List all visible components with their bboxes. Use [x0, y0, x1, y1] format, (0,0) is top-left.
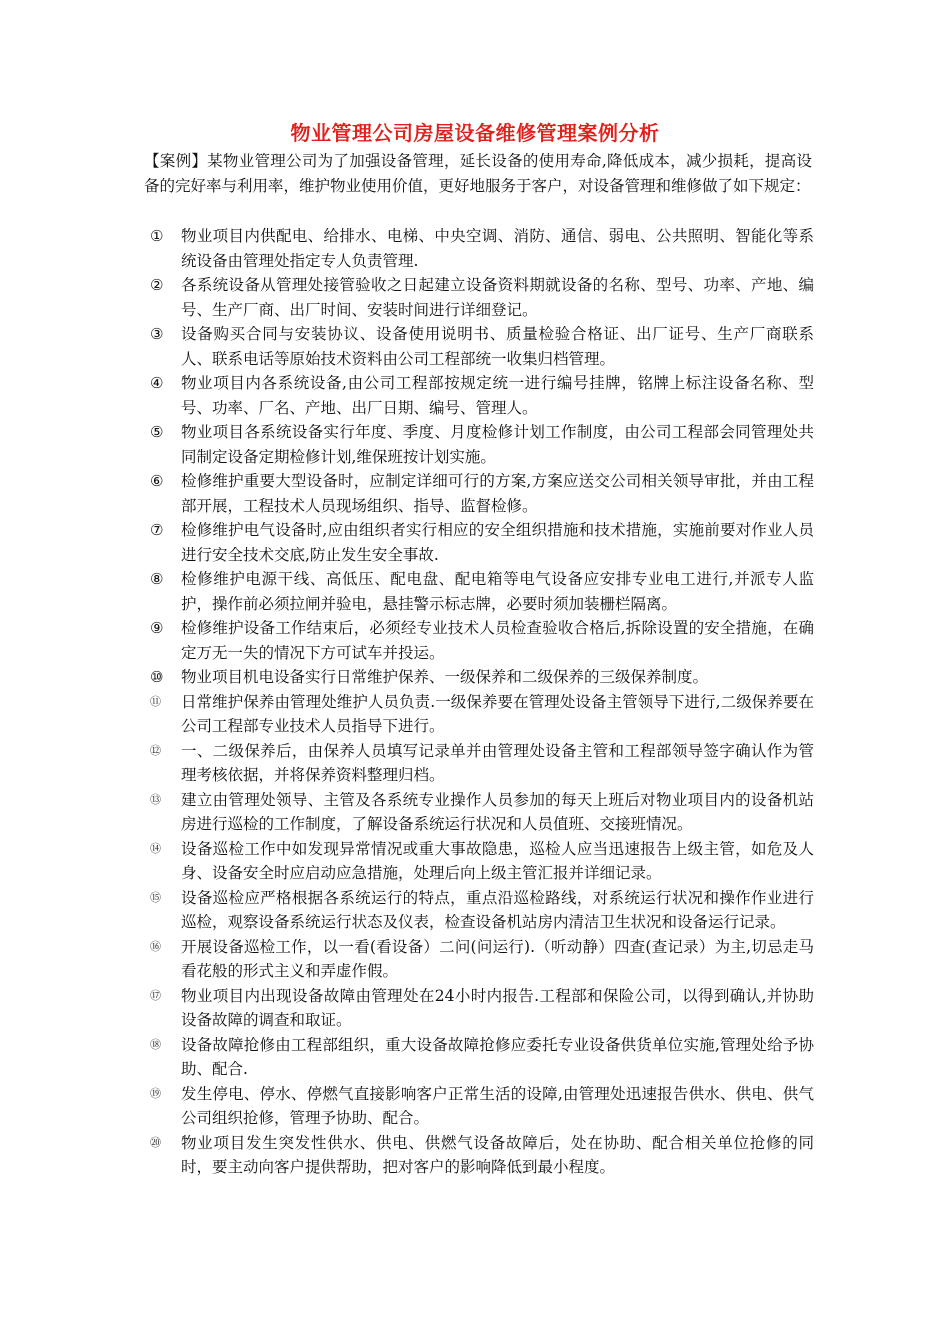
rule-number: ⑤: [150, 423, 164, 441]
rule-item: [150, 665, 814, 690]
rule-number: ⑮: [150, 890, 161, 904]
rule-text: 建立由管理处领导、主管及各系统专业操作人员参加的每天上班后对物业项目内的设备机站房进行巡检的工作制度，了解设备系统运行状况和人员值班、交接班情况。: [181, 790, 814, 833]
rule-number: ②: [150, 276, 164, 294]
rule-number: ⑳: [150, 1135, 161, 1149]
rule-number: ⑧: [150, 570, 164, 588]
rule-number: ⑥: [150, 472, 164, 490]
rule-text: 日常维护保养由管理处维护人员负责.一级保养要在管理处设备主管领导下进行,二级保养要在公司工程部专业技术人员指导下进行。: [181, 692, 814, 735]
rule-item: [150, 837, 814, 886]
rule-number: ⑲: [150, 1086, 161, 1100]
rule-item: [150, 224, 814, 273]
rule-text: 设备故障抢修由工程部组织，重大设备故障抢修应委托专业设备供货单位实施,管理处给予协助、配合.: [181, 1035, 814, 1078]
rule-item: [150, 984, 814, 1033]
rule-number: ⑫: [150, 743, 161, 757]
rule-item: [150, 739, 814, 788]
rule-item: [150, 935, 814, 984]
rule-item: [150, 690, 814, 739]
rule-text: 开展设备巡检工作，以一看(看设备）二问(问运行).（听动静）四查(查记录）为主,切忌走马看花般的形式主义和弄虚作假。: [181, 937, 814, 980]
rule-item: [150, 469, 814, 518]
rule-item: [150, 886, 814, 935]
rule-text: 设备巡检应严格根据各系统运行的特点，重点沿巡检路线，对系统运行状况和操作作业进行巡检，观察设备系统运行状态及仪表，检查设备机站房内清洁卫生状况和设备运行记录。: [181, 888, 814, 931]
rule-text: 检修维护电源干线、高低压、配电盘、配电箱等电气设备应安排专业电工进行,并派专人监护，操作前必须拉闸并验电，悬挂警示标志牌，必要时须加装栅栏隔离。: [181, 570, 814, 613]
rule-item: [150, 1033, 814, 1082]
rule-item: [150, 420, 814, 469]
rule-item: [150, 518, 814, 567]
rules-list: [150, 224, 814, 1180]
rule-text: 物业项目发生突发性供水、供电、供燃气设备故障后，处在协助、配合相关单位抢修的同时，要主动向客户提供帮助，把对客户的影响降低到最小程度。: [181, 1133, 814, 1176]
rule-item: [150, 616, 814, 665]
rule-number: ⑪: [150, 694, 161, 708]
rule-text: 物业项目机电设备实行日常维护保养、一级保养和二级保养的三级保养制度。: [181, 668, 709, 686]
rule-item: [150, 567, 814, 616]
rule-number: ③: [150, 325, 164, 343]
case-intro-paragraph: 【案例】某物业管理公司为了加强设备管理，延长设备的使用寿命,降低成本，减少损耗，提高设备的完好率与利用率，维护物业使用价值，更好地服务于客户，对设备管理和维修做了如下规定：: [144, 152, 812, 195]
rule-text: 一、二级保养后，由保养人员填写记录单并由管理处设备主管和工程部领导签字确认作为管理考核依据，并将保养资料整理归档。: [181, 741, 814, 784]
rule-item: [150, 322, 814, 371]
rule-number: ⑬: [150, 792, 161, 806]
rule-number: ⑯: [150, 939, 161, 953]
rule-text: 物业项目内出现设备故障由管理处在24小时内报告.工程部和保险公司，以得到确认,并协助设备故障的调查和取证。: [181, 986, 814, 1029]
rule-number: ⑩: [150, 668, 164, 686]
rule-text: 物业项目各系统设备实行年度、季度、月度检修计划工作制度，由公司工程部会同管理处共同制定设备定期检修计划,维保班按计划实施。: [181, 423, 814, 466]
rule-item: [150, 371, 814, 420]
rule-number: ⑦: [150, 521, 164, 539]
rule-number: ①: [150, 227, 164, 245]
rule-number: ⑨: [150, 619, 164, 637]
rule-item: [150, 788, 814, 837]
rule-text: 检修维护设备工作结束后，必须经专业技术人员检查验收合格后,拆除设置的安全措施，在确定万无一失的情况下方可试车并投运。: [181, 619, 814, 662]
rule-text: 检修维护电气设备时,应由组织者实行相应的安全组织措施和技术措施，实施前要对作业人员进行安全技术交底,防止发生安全事故.: [181, 521, 814, 564]
rule-item: [150, 273, 814, 322]
rule-number: ④: [150, 374, 164, 392]
rule-number: ⑰: [150, 988, 161, 1002]
document-title: 物业管理公司房屋设备维修管理案例分析: [290, 121, 660, 145]
rule-number: ⑭: [150, 841, 161, 855]
rule-text: 设备巡检工作中如发现异常情况或重大事故隐患，巡检人应当迅速报告上级主管，如危及人身、设备安全时应启动应急措施，处理后向上级主管汇报并详细记录。: [181, 839, 814, 882]
rule-text: 发生停电、停水、停燃气直接影响客户正常生活的设障,由管理处迅速报告供水、供电、供气公司组织抢修，管理予协助、配合。: [181, 1084, 814, 1127]
rule-text: 检修维护重要大型设备时，应制定详细可行的方案,方案应送交公司相关领导审批，并由工程部开展，工程技术人员现场组织、指导、监督检修。: [181, 472, 814, 515]
rule-text: 物业项目内各系统设备,由公司工程部按规定统一进行编号挂牌，铭牌上标注设备名称、型号、功率、厂名、产地、出厂日期、编号、管理人。: [181, 374, 814, 417]
rule-text: 设备购买合同与安装协议、设备使用说明书、质量检验合格证、出厂证号、生产厂商联系人、联系电话等原始技术资料由公司工程部统一收集归档管理。: [181, 325, 814, 368]
rule-number: ⑱: [150, 1037, 161, 1051]
rule-item: [150, 1082, 814, 1131]
rule-text: 各系统设备从管理处接管验收之日起建立设备资料期就设备的名称、型号、功率、产地、编号、生产厂商、出厂时间、安装时间进行详细登记。: [181, 276, 814, 319]
rule-text: 物业项目内供配电、给排水、电梯、中央空调、消防、通信、弱电、公共照明、智能化等系统设备由管理处指定专人负责管理.: [181, 227, 814, 270]
rule-item: [150, 1131, 814, 1180]
